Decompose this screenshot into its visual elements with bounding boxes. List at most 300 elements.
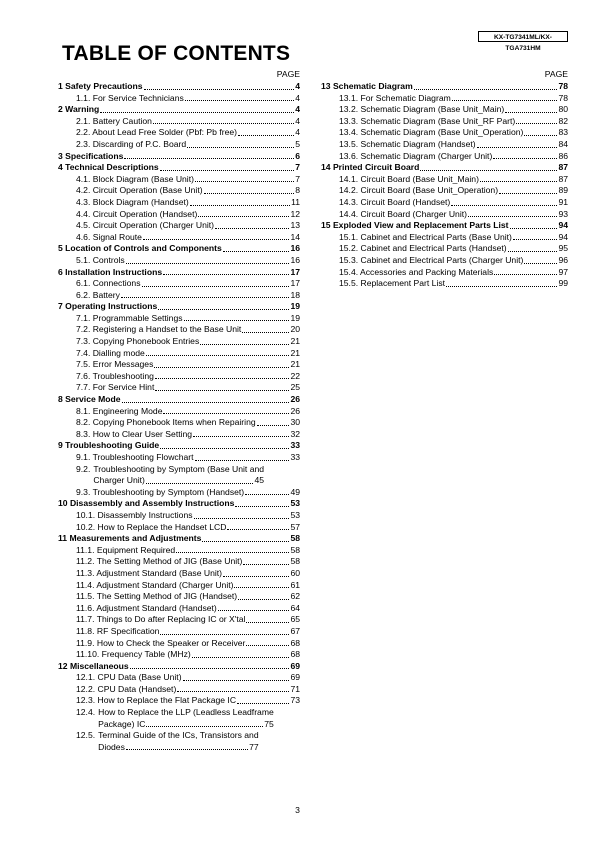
dot-leader	[200, 344, 289, 345]
dot-leader	[524, 135, 557, 136]
toc-section-link[interactable]	[58, 661, 300, 673]
dot-leader	[176, 552, 289, 553]
toc-entry-label: 4.1. Block Diagram (Base Unit)	[76, 173, 194, 184]
dot-leader	[193, 436, 289, 437]
toc-entry-label: 6.2. Battery	[76, 289, 120, 300]
toc-entry-label: 15.1. Cabinet and Electrical Parts (Base Unit)	[339, 231, 512, 242]
toc-section-label: 7 Operating Instructions	[58, 301, 158, 312]
toc-entry-link[interactable]	[58, 568, 300, 580]
toc-entry-link[interactable]	[58, 174, 300, 186]
toc-entry-page: 8	[295, 185, 300, 196]
dot-leader	[257, 425, 290, 426]
toc-entry-page: 4	[295, 81, 300, 91]
toc-entry-page: 4	[295, 92, 300, 103]
toc-entry-page: 87	[558, 173, 568, 184]
toc-entry-link[interactable]	[58, 336, 300, 348]
toc-entry-page: 22	[290, 370, 300, 381]
toc-entry-link[interactable]	[58, 209, 300, 221]
toc-entry-label: 4.2. Circuit Operation (Base Unit)	[76, 185, 203, 196]
toc-section-link[interactable]	[58, 104, 300, 116]
toc-entry-label: 4.4. Circuit Operation (Handset)	[76, 208, 198, 219]
toc-entry-label: 15.3. Cabinet and Electrical Parts (Charger Unit)	[339, 254, 524, 265]
dot-leader	[177, 691, 289, 692]
toc-section-label: 11 Measurements and Adjustments	[58, 533, 202, 544]
toc-entry-label: 11.1. Equipment Required	[76, 544, 176, 555]
toc-entry-page: 73	[290, 695, 300, 706]
toc-entry-label: 2.1. Battery Caution	[76, 115, 152, 126]
toc-entry-page: 7	[295, 162, 300, 173]
toc-entry-label: 10.1. Disassembly Instructions	[76, 509, 193, 520]
dot-leader	[468, 216, 557, 217]
toc-entry-page: 58	[290, 556, 300, 567]
toc-entry-page: 26	[290, 394, 300, 405]
toc-section-link[interactable]	[58, 81, 300, 93]
toc-entry-link[interactable]	[58, 185, 300, 197]
toc-entry-link[interactable]	[58, 371, 300, 383]
toc-section-link[interactable]	[58, 440, 300, 452]
dot-leader	[183, 680, 290, 681]
toc-entry-label: How to Replace the LLP (Leadless Leadframe	[98, 707, 274, 718]
toc-entry-page: 16	[290, 243, 300, 254]
toc-entry-wrap	[76, 464, 264, 487]
toc-entry-page: 94	[558, 231, 568, 242]
toc-entry-label: 13.4. Schematic Diagram (Base Unit_Operation)	[339, 127, 524, 138]
toc-entry-label: 1.1. For Service Technicians	[76, 92, 184, 103]
toc-entry-page: 25	[290, 382, 300, 393]
toc-entry-label: 11.9. How to Check the Speaker or Receiver	[76, 637, 246, 648]
toc-entry-label: 7.6. Troubleshooting	[76, 370, 154, 381]
toc-section-link[interactable]	[58, 533, 300, 545]
toc-entry-page: 96	[558, 254, 568, 265]
toc-entry-label: Terminal Guide of the ICs, Transistors and	[98, 730, 259, 741]
toc-section-label: 9 Troubleshooting Guide	[58, 440, 160, 451]
model-number-box: KX-TG7341ML/KX-TGA731HM	[478, 31, 568, 42]
toc-entry-label: 7.3. Copying Phonebook Entries	[76, 336, 200, 347]
dot-leader	[195, 460, 290, 461]
toc-section-label: 1 Safety Precautions	[58, 81, 143, 91]
toc-entry-label: Charger Unit)	[93, 475, 145, 486]
toc-entry-page: 32	[290, 428, 300, 439]
dot-leader	[499, 193, 557, 194]
toc-entry-link[interactable]	[321, 174, 568, 186]
dot-leader	[235, 506, 289, 507]
toc-entry-page: 71	[290, 683, 300, 694]
dot-leader	[155, 390, 289, 391]
toc-entry-page: 53	[290, 509, 300, 520]
toc-entry-label: 15.5. Replacement Part List	[339, 278, 446, 289]
toc-entry-label: 13.6. Schematic Diagram (Charger Unit)	[339, 150, 493, 161]
dot-leader	[190, 205, 290, 206]
toc-entry-label: 7.7. For Service Hint	[76, 382, 155, 393]
dot-leader	[163, 413, 289, 414]
toc-entry-page: 4	[295, 115, 300, 126]
page-column-header: PAGE	[544, 69, 568, 79]
dot-leader	[195, 181, 294, 182]
dot-leader	[452, 100, 558, 101]
toc-entry-page: 12	[290, 208, 300, 219]
toc-section-label: 2 Warning	[58, 104, 100, 115]
dot-leader	[184, 320, 290, 321]
dot-leader	[160, 634, 289, 635]
page-number: 3	[295, 805, 300, 815]
dot-leader	[223, 576, 289, 577]
toc-section-label: 13 Schematic Diagram	[321, 81, 413, 91]
toc-entry-page: 33	[290, 452, 300, 462]
toc-entry-label: 14.4. Circuit Board (Charger Unit)	[339, 208, 467, 219]
toc-entry-page: 99	[558, 278, 568, 289]
page-title: TABLE OF CONTENTS	[62, 42, 291, 65]
dot-leader	[238, 135, 294, 136]
toc-entry-link[interactable]	[58, 220, 300, 232]
toc-entry-link[interactable]	[58, 197, 300, 209]
toc-entry-page: 21	[290, 336, 300, 347]
dot-leader	[160, 170, 295, 171]
toc-entry-page: 6	[295, 150, 300, 161]
toc-entry-label: 11.7. Things to Do after Replacing IC or X'tal	[76, 614, 246, 625]
dot-leader	[146, 726, 263, 727]
toc-entry-page: 78	[558, 92, 568, 103]
toc-entry-label: 9.3. Troubleshooting by Symptom (Handset)	[76, 486, 245, 497]
dot-leader	[163, 274, 289, 275]
dot-leader	[155, 378, 290, 379]
toc-entry-page: 53	[290, 498, 300, 509]
toc-entry-wrap	[76, 730, 259, 753]
toc-entry-link[interactable]	[58, 116, 300, 128]
toc-entry-link[interactable]	[321, 243, 568, 255]
toc-entry-link[interactable]	[58, 324, 300, 336]
toc-entry-label: 11.4. Adjustment Standard (Charger Unit)	[76, 579, 234, 590]
toc-entry-link[interactable]	[58, 429, 300, 441]
toc-entry-link[interactable]	[58, 730, 300, 753]
toc-entry-label: 14.1. Circuit Board (Base Unit_Main)	[339, 173, 479, 184]
toc-entry-label: 4.6. Signal Route	[76, 231, 142, 242]
dot-leader	[420, 170, 557, 171]
dot-leader	[494, 274, 557, 275]
toc-entry-page: 13	[290, 220, 300, 231]
dot-leader	[194, 518, 290, 519]
dot-leader	[122, 402, 290, 403]
toc-entry-link[interactable]	[58, 417, 300, 429]
toc-entry-page: 49	[290, 486, 300, 497]
toc-entry-page: 21	[290, 347, 300, 358]
toc-entry-link[interactable]	[58, 684, 300, 696]
toc-section-link[interactable]	[321, 220, 568, 232]
dot-leader	[218, 610, 290, 611]
toc-entry-page: 61	[290, 579, 300, 590]
toc-entry-page: 69	[290, 660, 300, 671]
toc-entry-link[interactable]	[58, 406, 300, 418]
toc-section-label: 3 Specifications	[58, 150, 124, 161]
toc-entry-link[interactable]	[321, 93, 568, 105]
toc-entry-page: 14	[290, 231, 300, 242]
toc-entry-page: 77	[249, 741, 259, 752]
toc-entry-label: 11.2. The Setting Method of JIG (Base Unit)	[76, 556, 243, 567]
toc-section-label: 5 Location of Controls and Components	[58, 243, 222, 254]
toc-entry-link[interactable]	[58, 127, 300, 139]
toc-entry-page: 20	[290, 324, 300, 335]
toc-entry-link[interactable]	[58, 232, 300, 244]
toc-entry-page: 84	[558, 138, 568, 149]
toc-entry-label: 13.3. Schematic Diagram (Base Unit_RF Part)	[339, 115, 516, 126]
toc-entry-label: 13.1. For Schematic Diagram	[339, 92, 451, 103]
toc-entry-link[interactable]	[58, 614, 300, 626]
toc-section-link[interactable]	[58, 301, 300, 313]
toc-entry-link[interactable]	[321, 278, 568, 290]
toc-entry-page: 16	[290, 254, 300, 265]
toc-section-link[interactable]	[58, 394, 300, 406]
dot-leader	[144, 89, 295, 90]
toc-section-label: 4 Technical Descriptions	[58, 162, 159, 173]
toc-entry-label: 11.10. Frequency Table (MHz)	[76, 649, 191, 660]
toc-entry-link[interactable]	[321, 232, 568, 244]
toc-entry-page: 26	[290, 405, 300, 416]
toc-entry-page: 5	[295, 138, 300, 149]
toc-entry-label: Diodes	[98, 741, 125, 752]
toc-entry-link[interactable]	[58, 522, 300, 534]
dot-leader	[243, 564, 289, 565]
toc-entry-continuation	[98, 719, 274, 731]
toc-entry-page: 17	[290, 278, 300, 289]
toc-entry-page: 78	[558, 81, 568, 91]
toc-entry-link[interactable]	[58, 93, 300, 105]
dot-leader	[143, 239, 290, 240]
toc-entry-link[interactable]	[58, 278, 300, 290]
toc-entry-page: 94	[558, 220, 568, 231]
page-column-header: PAGE	[276, 69, 300, 79]
toc-entry-link[interactable]	[58, 348, 300, 360]
toc-entry-link[interactable]	[321, 127, 568, 139]
toc-entry-label: 9.1. Troubleshooting Flowchart	[76, 452, 194, 462]
toc-entry-link[interactable]	[321, 139, 568, 151]
toc-entry-page: 4	[295, 104, 300, 115]
toc-section-link[interactable]	[58, 151, 300, 163]
toc-entry-link[interactable]	[58, 382, 300, 394]
toc-entry-link[interactable]	[321, 185, 568, 197]
toc-section-link[interactable]	[321, 81, 568, 93]
dot-leader	[451, 205, 557, 206]
toc-entry-link[interactable]	[58, 626, 300, 638]
dot-leader	[185, 100, 294, 101]
toc-entry-page: 95	[558, 243, 568, 254]
toc-entry-label: 8.2. Copying Phonebook Items when Repairing	[76, 417, 256, 428]
toc-entry-link[interactable]	[58, 556, 300, 568]
toc-entry-page: 21	[290, 359, 300, 370]
toc-right-column	[321, 68, 568, 290]
toc-entry-label: 11.3. Adjustment Standard (Base Unit)	[76, 567, 223, 578]
toc-section-label: 10 Disassembly and Assembly Instructions	[58, 498, 235, 509]
toc-entry-label: 14.3. Circuit Board (Handset)	[339, 196, 451, 207]
toc-entry-text	[98, 730, 259, 753]
toc-entry-link[interactable]	[58, 603, 300, 615]
toc-entry-link[interactable]	[58, 313, 300, 325]
dot-leader	[124, 158, 294, 159]
toc-entry-label: 2.3. Discarding of P.C. Board	[76, 138, 187, 149]
toc-entry-page: 86	[558, 150, 568, 161]
toc-entry-link[interactable]	[58, 139, 300, 151]
toc-entry-label: 15.4. Accessories and Packing Materials	[339, 266, 494, 277]
toc-entry-page: 87	[558, 162, 568, 173]
toc-section-link[interactable]	[58, 243, 300, 255]
toc-entry-link[interactable]	[321, 116, 568, 128]
toc-entry-page: 68	[290, 649, 300, 660]
toc-entry-label: 12.3. How to Replace the Flat Package IC	[76, 695, 237, 706]
toc-entry-link[interactable]	[58, 649, 300, 661]
toc-entry-label: 12.2. CPU Data (Handset)	[76, 683, 177, 694]
dot-leader	[198, 216, 289, 217]
toc-entry-page: 89	[558, 185, 568, 196]
toc-entry-link[interactable]	[58, 359, 300, 371]
toc-entry-page: 67	[290, 625, 300, 636]
toc-entry-link[interactable]	[58, 638, 300, 650]
dot-leader	[158, 309, 289, 310]
toc-entry-text	[93, 464, 264, 487]
toc-entry-link[interactable]	[58, 591, 300, 603]
dot-leader	[146, 355, 290, 356]
dot-leader	[524, 263, 557, 264]
toc-entry-wrap	[76, 707, 274, 730]
toc-entry-label: 15.2. Cabinet and Electrical Parts (Handset)	[339, 243, 507, 254]
dot-leader	[234, 587, 289, 588]
toc-entry-label: 8.1. Engineering Mode	[76, 405, 163, 416]
dot-leader	[516, 123, 557, 124]
toc-entry-link[interactable]	[321, 209, 568, 221]
dot-leader	[100, 112, 294, 113]
toc-entry-link[interactable]	[321, 197, 568, 209]
toc-entry-label: 4.3. Block Diagram (Handset)	[76, 196, 189, 207]
toc-section-link[interactable]	[58, 498, 300, 510]
dot-leader	[126, 263, 290, 264]
dot-leader	[246, 622, 289, 623]
dot-leader	[505, 112, 557, 113]
toc-section-label: 8 Service Mode	[58, 394, 121, 405]
toc-entry-page: 18	[290, 289, 300, 300]
dot-leader	[414, 89, 558, 90]
toc-entry-page: 82	[558, 115, 568, 126]
toc-entry-page: 60	[290, 567, 300, 578]
dot-leader	[146, 483, 254, 484]
toc-entry-label: 14.2. Circuit Board (Base Unit_Operation)	[339, 185, 499, 196]
toc-entry-page: 97	[558, 266, 568, 277]
toc-entry-label: 6.1. Connections	[76, 278, 141, 289]
dot-leader	[446, 286, 557, 287]
dot-leader	[126, 749, 248, 750]
toc-entry-label: 8.3. How to Clear User Setting	[76, 428, 193, 439]
dot-leader	[223, 251, 290, 252]
dot-leader	[513, 239, 558, 240]
dot-leader	[480, 181, 557, 182]
toc-entry-link[interactable]	[321, 267, 568, 279]
toc-entry-page: 11	[291, 196, 300, 207]
toc-entry-link[interactable]	[58, 695, 300, 707]
toc-section-link[interactable]	[58, 267, 300, 279]
toc-entry-page: 75	[264, 718, 274, 729]
toc-entry-page: 17	[290, 266, 300, 277]
toc-entry-link[interactable]	[58, 464, 300, 487]
toc-entry-page: 68	[290, 637, 300, 648]
toc-entry-link[interactable]	[58, 452, 300, 464]
toc-entry-page: 64	[290, 602, 300, 613]
toc-entry-label: 13.2. Schematic Diagram (Base Unit_Main)	[339, 104, 505, 115]
toc-entry-page: 62	[290, 591, 300, 602]
dot-leader	[237, 703, 289, 704]
toc-entry-page: 93	[558, 208, 568, 219]
toc-entry-link[interactable]	[58, 672, 300, 684]
toc-section-link[interactable]	[321, 162, 568, 174]
toc-entry-link[interactable]	[58, 707, 300, 730]
toc-entry-link[interactable]	[58, 545, 300, 557]
dot-leader	[202, 541, 289, 542]
dot-leader	[121, 297, 289, 298]
toc-entry-label: 11.6. Adjustment Standard (Handset)	[76, 602, 217, 613]
toc-entry-number: 12.4.	[76, 707, 96, 718]
toc-entry-label: 7.5. Error Messages	[76, 359, 154, 370]
dot-leader	[227, 529, 289, 530]
toc-entry-number: 9.2.	[76, 463, 91, 474]
toc-entry-link[interactable]	[58, 510, 300, 522]
dot-leader	[493, 158, 557, 159]
dot-leader	[508, 251, 558, 252]
toc-entry-page: 58	[290, 544, 300, 555]
toc-entry-link[interactable]	[321, 255, 568, 267]
toc-entry-link[interactable]	[321, 104, 568, 116]
dot-leader	[187, 147, 294, 148]
toc-entry-page: 30	[290, 417, 300, 428]
toc-section-label: 6 Installation Instructions	[58, 266, 163, 277]
toc-entry-number: 12.5.	[76, 730, 96, 741]
dot-leader	[246, 645, 289, 646]
toc-entry-page: 4	[295, 127, 300, 138]
toc-entry-label: Package) IC	[98, 718, 146, 729]
toc-entry-label: 11.8. RF Specification	[76, 625, 160, 636]
toc-left-column	[58, 68, 300, 753]
toc-entry-link[interactable]	[58, 290, 300, 302]
toc-section-link[interactable]	[58, 162, 300, 174]
toc-entry-label: 13.5. Schematic Diagram (Handset)	[339, 138, 476, 149]
dot-leader	[153, 123, 294, 124]
dot-leader	[142, 286, 290, 287]
toc-entry-label: 7.4. Dialling mode	[76, 347, 145, 358]
toc-entry-label: 10.2. How to Replace the Handset LCD	[76, 521, 227, 532]
dot-leader	[242, 332, 289, 333]
toc-entry-text	[98, 707, 274, 730]
dot-leader	[510, 228, 558, 229]
dot-leader	[215, 228, 289, 229]
toc-entry-page: 83	[558, 127, 568, 138]
toc-entry-page: 58	[290, 533, 300, 544]
toc-section-label: 15 Exploded View and Replacement Parts List	[321, 220, 509, 231]
toc-entry-page: 65	[290, 614, 300, 625]
toc-entry-page: 7	[295, 173, 300, 184]
toc-entry-label: Troubleshooting by Symptom (Base Unit and	[93, 463, 265, 474]
toc-entry-link[interactable]	[58, 580, 300, 592]
toc-entry-label: 12.1. CPU Data (Base Unit)	[76, 672, 182, 683]
toc-entry-page: 80	[558, 104, 568, 115]
toc-entry-link[interactable]	[58, 255, 300, 267]
toc-section-label: 12 Miscellaneous	[58, 660, 129, 671]
toc-entry-page: 57	[290, 521, 300, 532]
toc-entry-page: 19	[290, 312, 300, 323]
dot-leader	[160, 448, 289, 449]
toc-section-label: 14 Printed Circuit Board	[321, 162, 420, 173]
dot-leader	[204, 193, 295, 194]
toc-entry-label: 7.2. Registering a Handset to the Base Unit	[76, 324, 242, 335]
toc-entry-continuation	[93, 475, 264, 487]
toc-entry-link[interactable]	[321, 151, 568, 163]
dot-leader	[130, 668, 290, 669]
toc-entry-link[interactable]	[58, 487, 300, 499]
toc-entry-label: 2.2. About Lead Free Solder (Pbf: Pb free)	[76, 127, 237, 138]
toc-entry-label: 11.5. The Setting Method of JIG (Handset)	[76, 591, 238, 602]
